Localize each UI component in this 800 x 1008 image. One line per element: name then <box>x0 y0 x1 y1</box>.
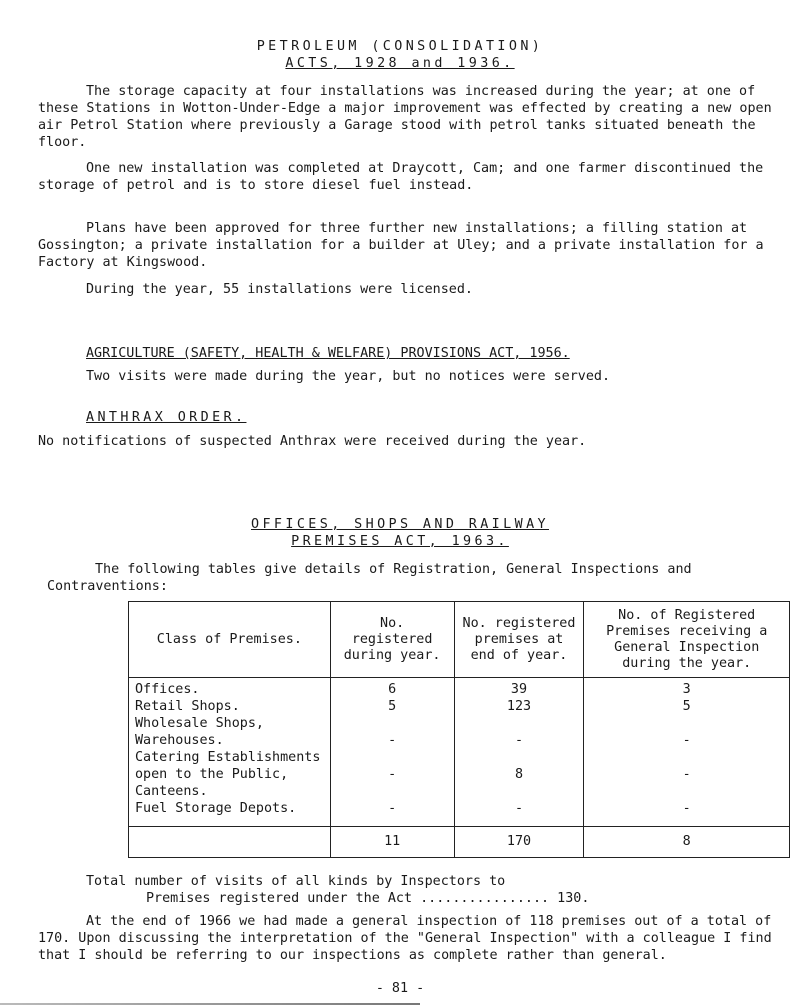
cell-class <box>129 750 331 801</box>
table-body <box>129 678 790 827</box>
agriculture-text: Two visits were made during the year, but no notices were served. <box>86 369 611 384</box>
anthrax-paragraph <box>38 433 783 450</box>
header-registered-during-year: No. registered during year. <box>330 602 454 678</box>
cell-end <box>454 801 584 827</box>
cell-class <box>129 699 331 716</box>
cell-class <box>129 678 331 700</box>
cell-class-line: Fuel Storage Depots. <box>135 801 297 816</box>
closing-text: At the end of 1966 we had made a general inspection of 118 premises out of a total of 170. Upon discussing the interpretation of the "General Inspection" with a colleague I find that I should be referring to our inspections as complete rather than general. <box>38 914 772 963</box>
cell-class-line: Retail Shops. <box>135 699 240 714</box>
cell-insp <box>584 750 790 801</box>
anthrax-title-text: ANTHRAX ORDER. <box>86 410 247 425</box>
table-row <box>129 750 790 801</box>
agriculture-paragraph <box>38 368 783 385</box>
cell-end <box>454 678 584 700</box>
cell-reg <box>330 801 454 827</box>
cell-value: - <box>682 801 691 816</box>
header-registered-end-year: No. registered premises at end of year. <box>454 602 584 678</box>
cell-class <box>129 801 331 827</box>
page-number: - 81 - <box>375 981 425 996</box>
cell-reg <box>330 678 454 700</box>
cell-value: - <box>514 801 524 816</box>
anthrax-title <box>86 409 800 426</box>
table-header-row <box>129 602 790 678</box>
cell-value: 3 <box>682 682 691 697</box>
cell-value: 123 <box>506 699 532 714</box>
visits-line-1: Total number of visits of all kinds by Inspectors to <box>86 874 506 889</box>
cell-class <box>129 716 331 750</box>
cell-class-line: Wholesale Shops, <box>135 716 264 731</box>
table-row <box>129 801 790 827</box>
petroleum-paragraph-2 <box>38 160 783 194</box>
agriculture-title <box>86 345 800 362</box>
offices-intro <box>47 561 792 595</box>
cell-insp <box>584 699 790 716</box>
cell-class-line: Catering Establishments <box>135 750 321 765</box>
petroleum-title-line1: PETROLEUM (CONSOLIDATION) <box>256 39 544 54</box>
cell-reg <box>330 716 454 750</box>
petroleum-text-1: The storage capacity at four installations was increased during the year; at one of these Stations in Wotton-Under-Edge a major improvement was effected by creating a new open air Petrol Station where previously a Garage stood with petrol tanks situated beneath the floor. <box>38 84 772 150</box>
offices-intro-text: The following tables give details of Registration, General Inspections and Contraventions: <box>47 562 692 594</box>
cell-end <box>454 716 584 750</box>
petroleum-text-4: During the year, 55 installations were licensed. <box>86 282 473 297</box>
cell-value: 8 <box>514 767 524 782</box>
total-inspections: 8 <box>584 827 790 858</box>
cell-value: - <box>388 733 397 748</box>
total-end-year: 170 <box>454 827 584 858</box>
header-general-inspection: No. of Registered Premises receiving a General Inspection during the year. <box>584 602 790 678</box>
visits-summary <box>86 873 800 907</box>
offices-title <box>0 516 800 550</box>
cell-insp <box>584 678 790 700</box>
anthrax-text: No notifications of suspected Anthrax were received during the year. <box>38 434 587 449</box>
total-registered: 11 <box>330 827 454 858</box>
cell-reg <box>330 699 454 716</box>
cell-class-line: Offices. <box>135 682 200 697</box>
cell-value: 6 <box>388 682 397 697</box>
petroleum-text-3: Plans have been approved for three further new installations; a filling station at Gossington; a private installation for a builder at Uley; and a private installation for a Factory at Kingswood. <box>38 221 764 270</box>
cell-value: - <box>682 733 691 748</box>
table-row <box>129 699 790 716</box>
cell-value: - <box>682 767 691 782</box>
cell-end <box>454 750 584 801</box>
cell-reg <box>330 750 454 801</box>
table-total-row <box>129 827 790 858</box>
cell-class-line: open to the Public, <box>135 767 289 782</box>
header-class: Class of Premises. <box>129 602 331 678</box>
offices-title-line2: PREMISES ACT, 1963. <box>291 534 509 549</box>
agriculture-title-text: AGRICULTURE (SAFETY, HEALTH & WELFARE) PROVISIONS ACT, 1956. <box>86 346 570 361</box>
closing-paragraph <box>38 913 783 964</box>
visits-line-2: Premises registered under the Act ................ 130. <box>146 891 590 906</box>
cell-value: 5 <box>682 699 691 714</box>
cell-value: - <box>514 733 524 748</box>
cell-insp <box>584 716 790 750</box>
petroleum-title-line2: ACTS, 1928 and 1936. <box>285 56 515 71</box>
table-row <box>129 678 790 700</box>
cell-value: - <box>388 767 397 782</box>
cell-value: - <box>388 801 397 816</box>
scan-edge-line <box>0 1003 420 1005</box>
petroleum-paragraph-1 <box>38 83 783 151</box>
offices-title-line1: OFFICES, SHOPS AND RAILWAY <box>250 517 549 532</box>
petroleum-title <box>0 38 800 72</box>
cell-value: 5 <box>388 699 397 714</box>
total-class-cell <box>129 827 331 858</box>
petroleum-paragraph-4 <box>38 281 783 298</box>
cell-end <box>454 699 584 716</box>
registration-table <box>128 601 790 858</box>
petroleum-paragraph-3 <box>38 220 783 271</box>
table-row <box>129 716 790 750</box>
cell-insp <box>584 801 790 827</box>
petroleum-text-2: One new installation was completed at Draycott, Cam; and one farmer discontinued the storage of petrol and is to store diesel fuel instead. <box>38 161 764 193</box>
cell-class-line: Warehouses. <box>135 733 224 748</box>
cell-value: 39 <box>510 682 528 697</box>
cell-class-line: Canteens. <box>135 784 208 799</box>
